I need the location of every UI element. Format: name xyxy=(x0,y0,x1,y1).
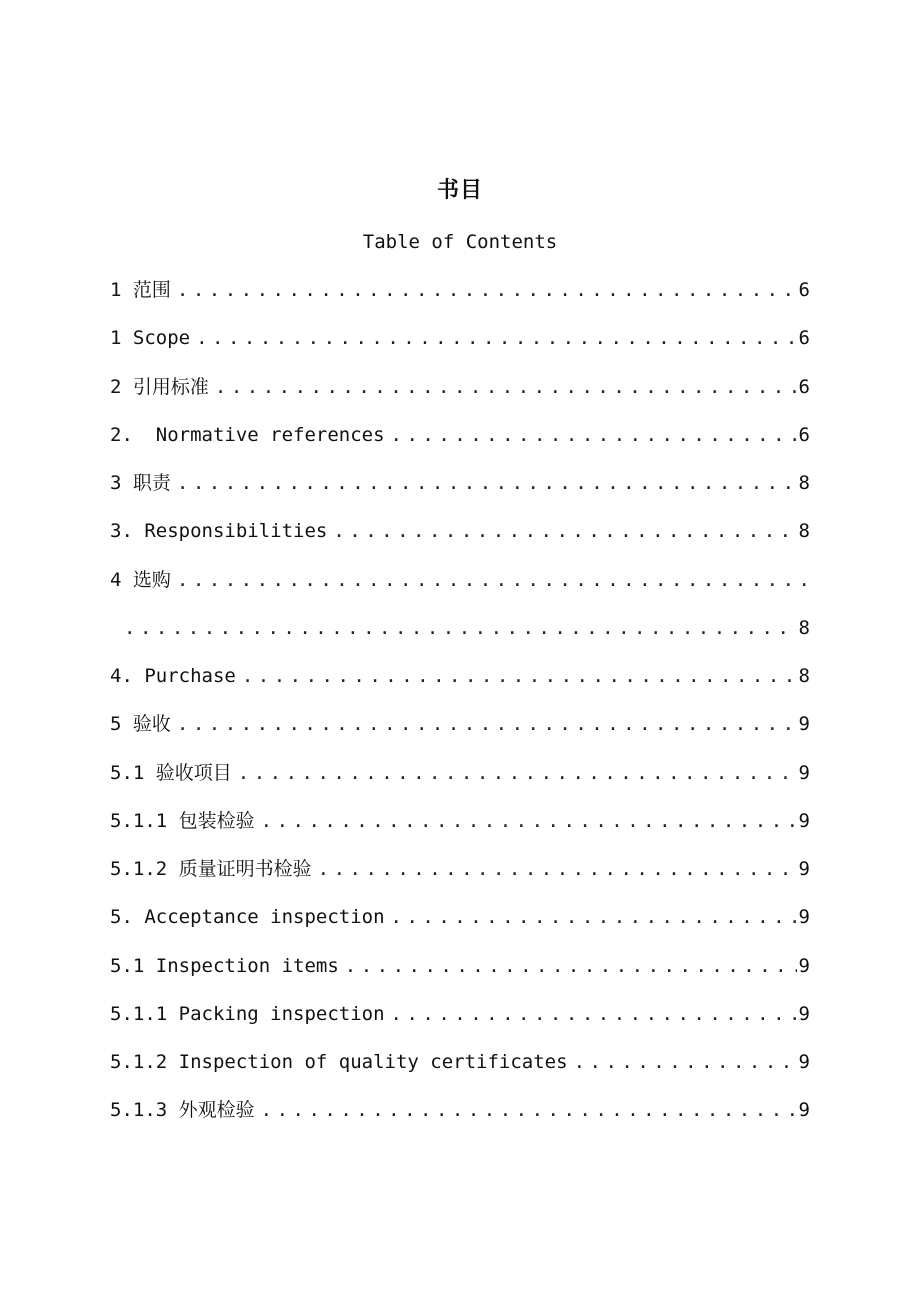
toc-entry-page: 9 xyxy=(798,954,810,977)
toc-entry-label: 1 范围 xyxy=(110,279,171,301)
dot-leader xyxy=(177,566,808,594)
dot-leader xyxy=(196,324,796,352)
dot-leader xyxy=(177,710,797,738)
page-title: 书目 xyxy=(436,178,483,203)
toc-entry-label: 2. Normative references xyxy=(110,423,385,446)
toc-entry-label: 5.1 Inspection items xyxy=(110,954,339,977)
toc-entry-acceptance-zh[interactable] xyxy=(110,710,810,758)
toc-entry-label: 5.1.3 外观检验 xyxy=(110,1099,255,1122)
toc-entry-certificates-zh[interactable] xyxy=(110,855,810,903)
dot-leader xyxy=(177,276,797,304)
toc-entry-references-zh[interactable] xyxy=(110,373,810,421)
toc-entry-purchase-zh-continued[interactable] xyxy=(110,614,810,662)
toc-entry-certificates-en[interactable] xyxy=(110,1048,810,1096)
dot-leader xyxy=(574,1048,797,1076)
toc-entry-label: 2 引用标准 xyxy=(110,375,209,398)
toc-entry-page: 9 xyxy=(798,906,810,929)
dot-leader xyxy=(345,952,797,980)
dot-leader xyxy=(318,855,797,883)
toc-entry-page: 8 xyxy=(798,520,810,543)
toc-entry-label: 5.1.2 质量证明书检验 xyxy=(110,858,312,880)
toc-entry-page: 6 xyxy=(798,279,810,301)
toc-entry-appearance-zh[interactable] xyxy=(110,1096,810,1144)
dot-leader xyxy=(215,373,797,401)
toc-entry-label: 5.1 验收项目 xyxy=(110,761,232,784)
dot-leader xyxy=(333,517,796,545)
toc-entry-label: 3 职责 xyxy=(110,472,171,494)
toc-entry-page: 9 xyxy=(798,713,810,736)
toc-entry-page: 9 xyxy=(798,1099,810,1122)
toc-entry-page: 6 xyxy=(798,375,810,398)
toc-entry-page: 9 xyxy=(798,858,810,880)
toc-entry-packing-zh[interactable] xyxy=(110,807,810,855)
toc-entry-page: 8 xyxy=(798,616,810,639)
toc-entry-label: 5 验收 xyxy=(110,713,171,736)
toc-entry-label: 4 选购 xyxy=(110,568,171,591)
dot-leader xyxy=(391,1000,797,1028)
toc-entry-page: 9 xyxy=(798,809,810,832)
table-of-contents xyxy=(110,276,810,1145)
dot-leader xyxy=(238,759,797,787)
toc-entry-label: 5.1.1 包装检验 xyxy=(110,809,255,832)
toc-entry-page: 8 xyxy=(798,665,810,687)
toc-entry-acceptance-en[interactable] xyxy=(110,903,810,951)
toc-entry-page: 6 xyxy=(798,423,810,446)
toc-entry-inspection-items-en[interactable] xyxy=(110,952,810,1000)
toc-entry-scope-zh[interactable] xyxy=(110,276,810,324)
dot-leader xyxy=(242,662,797,690)
toc-entry-purchase-zh[interactable] xyxy=(110,566,810,614)
toc-entry-responsibilities-zh[interactable] xyxy=(110,469,810,517)
toc-entry-label: 3. Responsibilities xyxy=(110,520,328,543)
toc-entry-acceptance-items-zh[interactable] xyxy=(110,759,810,807)
toc-entry-page: 9 xyxy=(798,1051,810,1073)
toc-entry-page: 8 xyxy=(798,472,810,494)
toc-entry-label: 5.1.2 Inspection of quality certificates xyxy=(110,1051,568,1073)
page-subtitle: Table of Contents xyxy=(362,231,558,253)
toc-entry-scope-en[interactable] xyxy=(110,324,810,372)
toc-entry-page: 9 xyxy=(798,761,810,784)
toc-entry-page: 6 xyxy=(798,327,810,350)
toc-entry-page: 9 xyxy=(798,1002,810,1025)
toc-entry-packing-en[interactable] xyxy=(110,1000,810,1048)
toc-entry-references-en[interactable] xyxy=(110,421,810,469)
dot-leader xyxy=(177,469,797,497)
toc-entry-label: 5. Acceptance inspection xyxy=(110,906,385,929)
dot-leader xyxy=(261,1096,797,1124)
toc-entry-label: 1 Scope xyxy=(110,327,191,350)
toc-entry-purchase-en[interactable] xyxy=(110,662,810,710)
dot-leader xyxy=(124,614,797,642)
toc-entry-responsibilities-en[interactable] xyxy=(110,517,810,565)
dot-leader xyxy=(391,903,797,931)
toc-entry-label: 4. Purchase xyxy=(110,665,236,687)
toc-entry-label: 5.1.1 Packing inspection xyxy=(110,1002,385,1025)
dot-leader xyxy=(261,807,797,835)
dot-leader xyxy=(391,421,797,449)
